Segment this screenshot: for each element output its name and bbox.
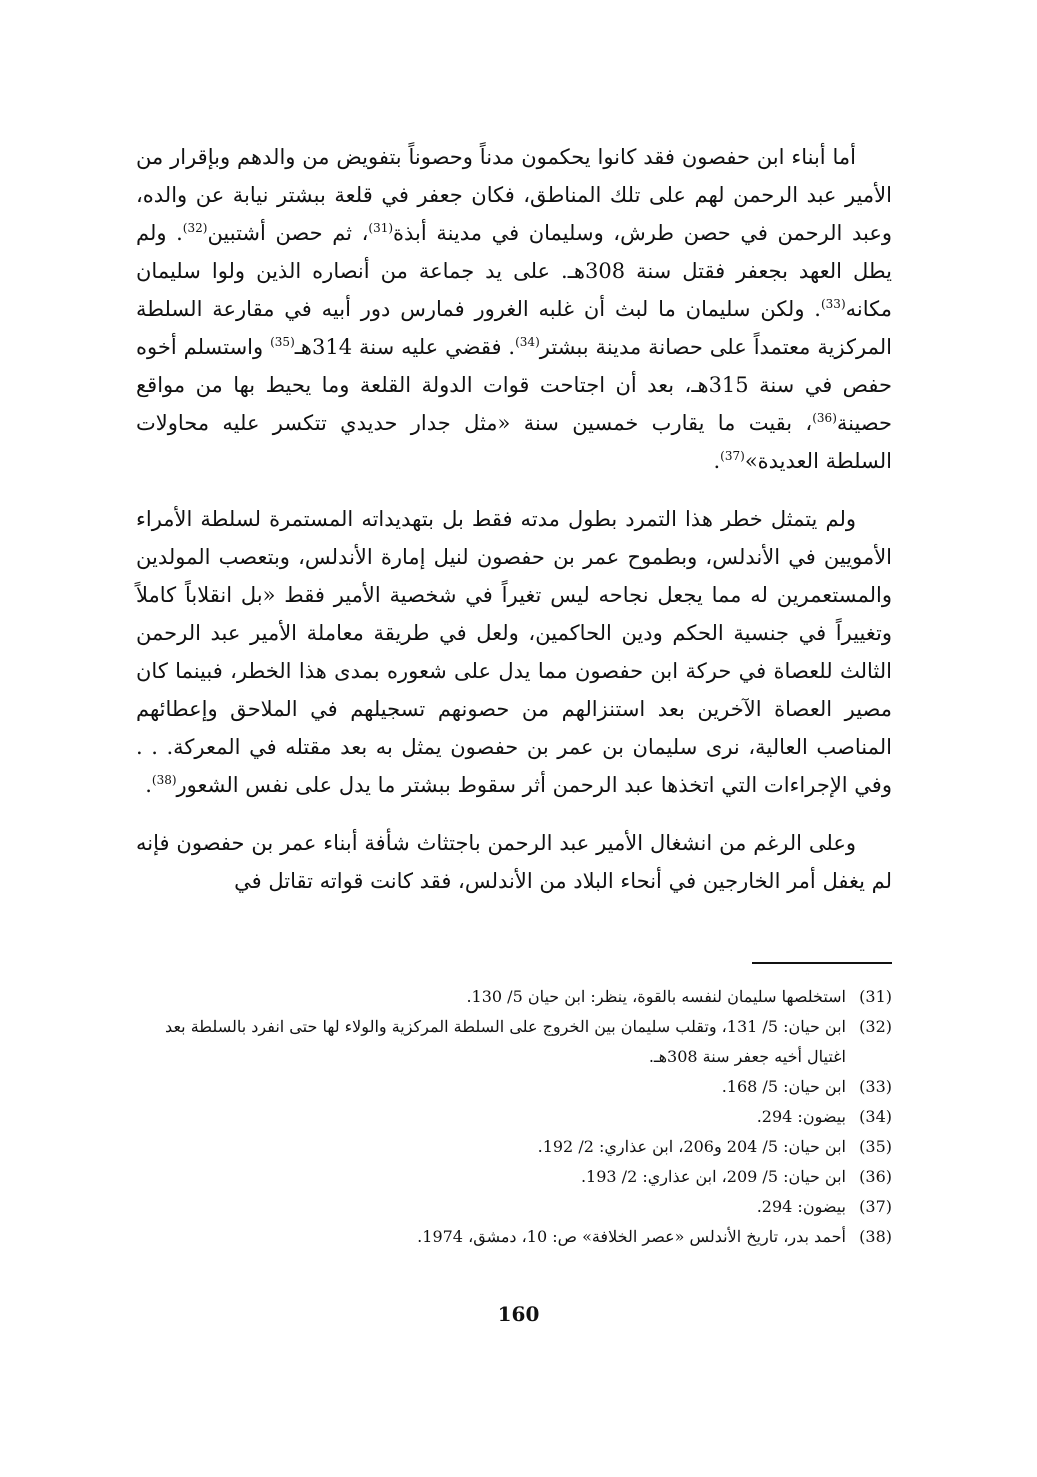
paragraph: [136, 138, 892, 480]
footnote-text: أحمد بدر، تاريخ الأندلس «عصر الخلافة» ص: 10، دمشق، 1974.: [417, 1227, 846, 1246]
footnote-text: بيضون: 294.: [756, 1107, 846, 1126]
footnote-number: (34): [859, 1107, 892, 1126]
footnote: [136, 1012, 892, 1072]
footnote: [136, 982, 892, 1012]
paragraph: [136, 500, 892, 804]
footnote: [136, 1222, 892, 1252]
paragraph-text: ، بقيت ما يقارب خمسين سنة «مثل جدار حديدي تتكسر عليه محاولات السلطة العديدة»: [136, 411, 892, 473]
paragraph-text: ، ثم حصن أشتبين: [207, 221, 369, 245]
paragraph-text: وعلى الرغم من انشغال الأمير عبد الرحمن باجتثاث شأفة أبناء عمر بن حفصون فإنه لم يغفل أمر الخارجين في أنحاء البلاد من الأندلس، فقد كانت قواته تقاتل في: [136, 831, 892, 893]
paragraph-text: . فقضي عليه سنة 314هـ: [294, 335, 516, 359]
footnote-number: (38): [859, 1227, 892, 1246]
footnote-reference: (35): [270, 335, 295, 349]
footnote-text: استخلصها سليمان لنفسه بالقوة، ينظر: ابن حيان 5/ 130.: [466, 987, 846, 1006]
footnote-text: بيضون: 294.: [756, 1197, 846, 1216]
footnote-number: (37): [859, 1197, 892, 1216]
footnote-text: ابن حيان: 5/ 204 و206، ابن عذاري: 2/ 192.: [537, 1137, 846, 1156]
paragraph-text: .: [713, 449, 721, 473]
footnote-reference: (31): [368, 221, 394, 235]
footnote-reference: (34): [515, 335, 540, 349]
footnote-reference: (33): [820, 297, 846, 311]
footnote: [136, 1162, 892, 1192]
footnote-number: (31): [859, 987, 892, 1006]
paragraph-text: ولم يتمثل خطر هذا التمرد بطول مدته فقط بل بتهديداته المستمرة لسلطة الأمراء الأمويين في الأندلس، وبطموح عمر بن حفصون لنيل إمارة الأندلس، وبتعصب المولدين والمستعمرين له مما يجعل نجاحه ليس تغيراً في شخصية الأمير فقط «بل انقلاباً كاملاً وتغييراً في جنسية الحكم ودين الحاكمين، ولعل في طريقة معاملة الأمير عبد الرحمن الثالث للعصاة في حركة ابن حفصون مما يدل على شعوره بمدى هذا الخطر، فبينما كان مصير العصاة الآخرين بعد استنزالهم من حصونهم تسجيلهم في الملاحق وإعطائهم المناصب العالية، نرى سليمان بن عمر بن حفصون يمثل به بعد مقتله في المعركة. . . وفي الإجراءات التي اتخذها عبد الرحمن أثر سقوط ببشتر ما يدل على نفس الشعور: [136, 507, 892, 797]
footnote-number: (36): [859, 1167, 892, 1186]
page-number: 160: [497, 1302, 540, 1326]
footnote-number: (33): [859, 1077, 892, 1096]
footnote-text: ابن حيان: 5/ 131، وتقلب سليمان بين الخروج على السلطة المركزية والولاء لها حتى انفرد بالسلطة بعد اغتيال أخيه جعفر سنة 308هـ.: [165, 1017, 846, 1066]
footnote-reference: (36): [812, 411, 837, 425]
footnote: [136, 1132, 892, 1162]
paragraph-text: واستسلم أخوه حفص في سنة 315هـ، بعد أن اجتاحت قوات الدولة القلعة وما يحيط بها من مواقع حصينة: [136, 335, 892, 435]
footnote-text: ابن حيان: 5/ 168.: [721, 1077, 846, 1096]
footnote-reference: (37): [720, 449, 745, 463]
footnote-separator: [752, 962, 892, 964]
paragraph: [136, 824, 892, 900]
paragraph-text: .: [145, 773, 152, 797]
footnote: [136, 1102, 892, 1132]
paragraph-text: . ولكن سليمان ما لبث أن غلبه الغرور فمارس دور أبيه في مقارعة السلطة المركزية معتمداً على حصانة مدينة ببشتر: [136, 297, 892, 359]
main-text: [136, 138, 892, 920]
footnote: [136, 1192, 892, 1222]
footnote-text: ابن حيان: 5/ 209، ابن عذاري: 2/ 193.: [580, 1167, 846, 1186]
footnote-number: (32): [859, 1017, 892, 1036]
footnote-reference: (32): [182, 221, 208, 235]
footnote-number: (35): [859, 1137, 892, 1156]
footnote-reference: (38): [151, 773, 177, 787]
paragraph-text: . ولم يطل العهد بجعفر فقتل سنة 308هـ. على يد جماعة من أنصاره الذين ولوا سليمان مكانه: [136, 221, 892, 321]
footnotes: [136, 982, 892, 1252]
paragraph-text: أما أبناء ابن حفصون فقد كانوا يحكمون مدناً وحصوناً بتفويض من والدهم وبإقرار من الأمير عبد الرحمن لهم على تلك المناطق، فكان جعفر في قلعة ببشتر نيابة عن والده، وعبد الرحمن في حصن طرش، وسليمان في مدينة أبذة: [136, 145, 892, 245]
footnote: [136, 1072, 892, 1102]
